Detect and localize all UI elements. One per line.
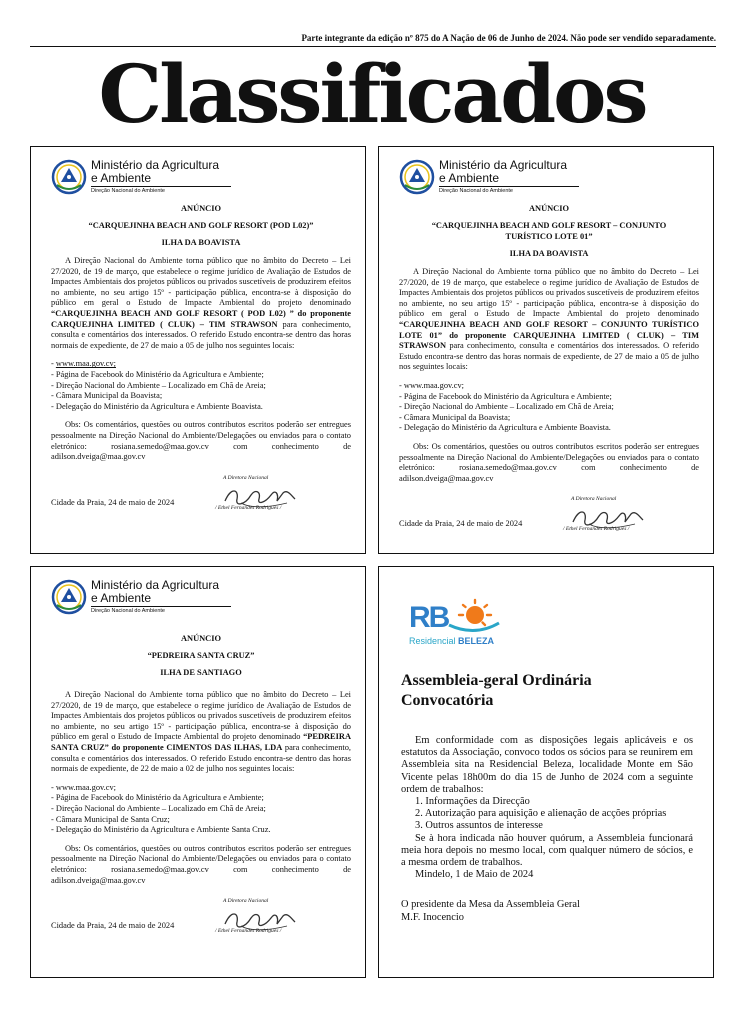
list-item: 1. Informações da Direcção [415, 796, 530, 808]
ad-obs: Obs: Os comentários, questões ou outros contributos escritos poderão ser entregues pessoalmente na Direção Nacional do Ambiente/Delegações ou enviados para o contato eletrónico: rosiana.semedo@maa.gov.cv com conhecimento de adilson.dveiga@maa.gov.cv [399, 441, 699, 483]
assembly-signer-name: M.F. Inocencio [401, 911, 464, 923]
ad-body-paragraph: A Direção Nacional do Ambiente torna público que no âmbito do Decreto – Lei 27/2020, de 19 de março, que estabelece o regime jurídico de Avaliação de Estudos de Impactes Ambientais dos projetos públicos ou privados suscetíveis de produzirem efeitos no ambiente, no seu artigo 15º - participação pública, encontra-se à disposição do público em geral o Estudo de Impacte Ambiental do projeto denominado “CARQUEJINHA BEACH AND GOLF RESORT – CONJUNTO TURÍSTICO LOTE 01” do proponente CARQUEJINHA LIMITED ( CLUK) – TIM STRAWSON para conhecimento, consulta e comentários dos interessados. O referido Estudo encontra-se dentro das horas normais de expediente, de 27 de maio a 05 de julho nos seguintes locais: [399, 267, 699, 372]
ad-locations-list [399, 381, 699, 434]
assembly-body [401, 735, 693, 924]
signer-name: / Ethel Fernandes Rodrigues / [215, 928, 282, 935]
assembly-signer-title: O presidente da Mesa da Assembleia Geral [401, 899, 580, 911]
list-item: 2. Autorização para aquisição e alienação de acções próprias [415, 808, 667, 820]
ad-label: ANÚNCIO [180, 204, 221, 213]
assembly-title [401, 671, 592, 711]
ministry-header [399, 157, 699, 197]
ministry-name-line1: Ministério da Agricultura [91, 158, 220, 172]
ad-carquejinha-pod-l02 [30, 146, 366, 554]
signature-block [51, 475, 351, 515]
list-item: - Delegação do Ministério da Agricultura e Ambiente Santa Cruz. [51, 825, 351, 836]
ad-label: ANÚNCIO [528, 204, 569, 213]
ministry-department: Direção Nacional do Ambiente [91, 608, 165, 614]
ad-project-name: “CARQUEJINHA BEACH AND GOLF RESORT – CONJUNTO TURÍSTICO LOTE 01” [431, 221, 667, 241]
cape-verde-emblem-icon [51, 579, 87, 615]
signature-block [51, 898, 351, 938]
ad-obs: Obs: Os comentários, questões ou outros contributos escritos poderão ser entregues pessoalmente na Direção Nacional do Ambiente/Delegações ou enviados para o contato eletrónico: rosiana.semedo@maa.gov.cv com conhecimento de adilson.dveiga@maa.gov.cv [51, 843, 351, 885]
ad-locations-list [51, 783, 351, 836]
svg-text:RB: RB [409, 601, 449, 634]
ministry-header [51, 157, 351, 197]
signer-title: A Diretora Nacional [223, 898, 269, 905]
list-item[interactable]: - www.maa.gov.cv; [51, 359, 351, 370]
list-item: - Delegação do Ministério da Agricultura e Ambiente Boavista. [399, 423, 699, 434]
svg-text:Residencial BELEZA: Residencial BELEZA [409, 636, 495, 646]
city-date: Cidade da Praia, 24 de maio de 2024 [399, 519, 523, 529]
assembly-title-line1: Assembleia-geral Ordinária [401, 672, 592, 689]
agenda-list [415, 796, 693, 833]
ad-residencial-beleza-assembly [378, 566, 714, 978]
list-item: - Câmara Municipal de Santa Cruz; [51, 815, 351, 826]
ministry-name-line2: e Ambiente [439, 171, 500, 185]
edition-note: Parte integrante da edição nº 875 do A Nação de 06 de Junho de 2024. Não pode ser vendido separadamente. [301, 33, 716, 43]
residencial-beleza-logo [409, 597, 501, 649]
signer-title: A Diretora Nacional [571, 496, 617, 503]
list-item: - Página de Facebook do Ministério da Agricultura e Ambiente; [399, 392, 699, 403]
list-item: - www.maa.gov.cv; [51, 783, 351, 794]
list-item: - Página de Facebook do Ministério da Agricultura e Ambiente; [51, 370, 351, 381]
ad-locations-list [51, 359, 351, 412]
ad-island: ILHA DE SANTIAGO [160, 668, 242, 677]
cape-verde-emblem-icon [399, 159, 435, 195]
list-item: - www.maa.gov.cv; [399, 381, 699, 392]
assembly-quorum: Se à hora indicada não houver quórum, a Assembleia funcionará meia hora depois no mesmo local, com qualquer número de sócios, e a mesma ordem de trabalhos. [401, 832, 693, 869]
list-item: - Página de Facebook do Ministério da Agricultura e Ambiente; [51, 793, 351, 804]
masthead-title: Classificados [98, 47, 646, 141]
signer-title: A Diretora Nacional [223, 474, 269, 481]
list-item: - Câmara Municipal da Boavista; [51, 391, 351, 402]
assembly-place-date: Mindelo, 1 de Maio de 2024 [415, 869, 534, 881]
ad-island: ILHA DA BOAVISTA [509, 249, 589, 258]
ad-body-paragraph: A Direção Nacional do Ambiente torna público que no âmbito do Decreto – Lei 27/2020, de 19 de março, que estabelece o regime jurídico de Avaliação de Estudos de Impactes Ambientais dos projetos públicos ou privados suscetíveis de produzirem efeitos no ambiente, no seu artigo 15º - participação pública, encontra-se à disposição do público em geral o Estudo de Impacte Ambiental do projeto denominado “PEDREIRA SANTA CRUZ” do proponente CIMENTOS DAS ILHAS, LDA para conhecimento, consulta e comentários dos interessados. O referido Estudo encontra-se dentro das horas normais de expediente, de 22 de maio a 02 de julho nos seguintes locais: [51, 690, 351, 774]
list-item: - Câmara Municipal da Boavista; [399, 413, 699, 424]
ministry-name-line1: Ministério da Agricultura [91, 578, 220, 592]
ministry-name-line2: e Ambiente [91, 591, 152, 605]
ad-project-name: “PEDREIRA SANTA CRUZ” [147, 651, 255, 660]
ad-island: ILHA DA BOAVISTA [161, 238, 241, 247]
ad-body-paragraph: A Direção Nacional do Ambiente torna público que no âmbito do Decreto – Lei 27/2020, de 19 de março, que estabelece o regime jurídico de Avaliação de Estudos de Impactes Ambientais dos projetos públicos ou privados suscetíveis de produzirem efeitos no ambiente, no seu artigo 15º - participação pública, encontra-se à disposição do público em geral o Estudo de Impacte Ambiental do projeto denominado “CARQUEJINHA BEACH AND GOLF RESORT ( POD L02) ” do proponente CARQUEJINHA LIMITED ( CLUK) – TIM STRAWSON para conhecimento, consulta e comentários dos interessados. O referido Estudo encontra-se dentro das horas normais de expediente, de 27 de maio a 05 de julho nos seguintes locais: [51, 256, 351, 350]
list-item: - Delegação do Ministério da Agricultura e Ambiente Boavista. [51, 402, 351, 413]
signer-name: / Ethel Fernandes Rodrigues / [215, 504, 282, 511]
list-item: - Direção Nacional do Ambiente – Localizado em Chã de Areia; [399, 402, 699, 413]
ad-pedreira-santa-cruz [30, 566, 366, 978]
ministry-department: Direção Nacional do Ambiente [439, 188, 513, 194]
list-item: - Direção Nacional do Ambiente – Localizado em Chã de Areia; [51, 381, 351, 392]
ministry-header [51, 577, 351, 617]
assembly-title-line2: Convocatória [401, 692, 494, 709]
city-date: Cidade da Praia, 24 de maio de 2024 [51, 497, 175, 507]
signer-name: / Ethel Fernandes Rodrigues / [563, 526, 630, 533]
ministry-department: Direção Nacional do Ambiente [91, 188, 165, 194]
list-item: - Direção Nacional do Ambiente – Localizado em Chã de Areia; [51, 804, 351, 815]
cape-verde-emblem-icon [51, 159, 87, 195]
ad-carquejinha-lote-01 [378, 146, 714, 554]
city-date: Cidade da Praia, 24 de maio de 2024 [51, 921, 175, 931]
ministry-name-line2: e Ambiente [91, 171, 152, 185]
ad-obs: Obs: Os comentários, questões ou outros contributos escritos poderão ser entregues pessoalmente na Direção Nacional do Ambiente/Delegações ou enviados para o contato eletrónico: rosiana.semedo@maa.gov.cv com conhecimento de adilson.dveiga@maa.gov.cv [51, 420, 351, 462]
signature-block [399, 496, 699, 536]
ad-label: ANÚNCIO [180, 634, 221, 643]
ministry-name-line1: Ministério da Agricultura [439, 158, 568, 172]
ad-project-name: “CARQUEJINHA BEACH AND GOLF RESORT (POD L02)” [88, 221, 314, 230]
assembly-intro: Em conformidade com as disposições legais aplicáveis e os estatutos da Associação, convoco todos os sócios para se reunirem em Assembleia sita na Residencial Beleza, localidade Monte em São Vicente pelas 18h00m do dia 15 de Junho de 2024 com a seguinte ordem de trabalhos: [401, 735, 693, 795]
list-item: 3. Outros assuntos de interesse [415, 820, 543, 832]
